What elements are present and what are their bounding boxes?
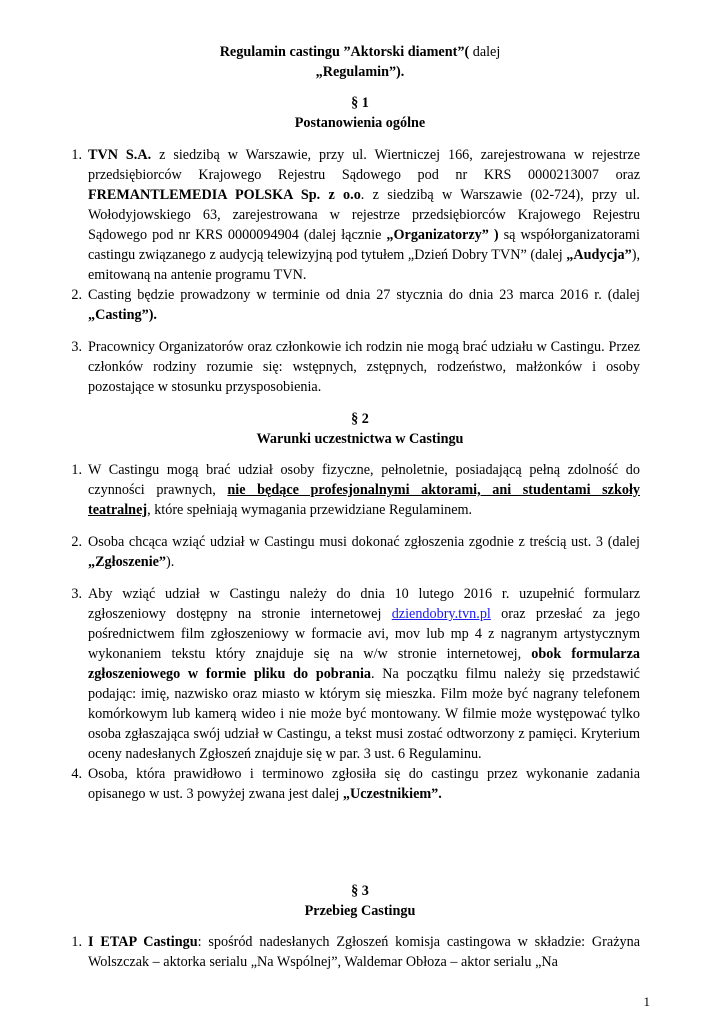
item-text: TVN S.A. z siedzibą w Warszawie, przy ul. Wiertniczej 166, zarejestrowana w rejestrze przedsiębiorców Krajowego Rejestru Sądowego pod nr KRS 0000213007 oraz FREMANTLEMEDIA POLSKA Sp. z o.o. z siedzibą w Warszawie (02-724), przy ul. Wołodyjowskiego 63, zarejestrowana w rejestrze przedsiębiorców Krajowego Rejestru Sądowego pod nr KRS 0000094904 (dalej łącznie „Organizatorzy” ) są współorganizatorami castingu związanego z audycją telewizyjną pod tytułem „Dzień Dobry TVN” (dalej „Audycja”), emitowaną na antenie programu TVN.	[88, 147, 641, 283]
list-item	[66, 285, 640, 325]
item-text: Casting będzie prowadzony w terminie od dnia 27 stycznia do dnia 23 marca 2016 r. (dalej „Casting”).	[88, 287, 640, 323]
list-item	[66, 337, 640, 397]
section-3-header	[100, 881, 620, 921]
item-text: I ETAP Castingu: spośród nadesłanych Zgłoszeń komisja castingowa w składzie: Grażyna Wolszczak – aktorka serialu „Na Wspólnej”, Waldemar Obłoza – aktor serialu „Na	[88, 934, 640, 970]
title-bold: Regulamin castingu ”Aktorski diament”(	[219, 44, 470, 60]
website-link[interactable]: dziendobry.tvn.pl	[391, 606, 491, 622]
section-heading: Warunki uczestnictwa w Castingu	[256, 431, 464, 447]
section-sign: § 3	[351, 883, 369, 899]
item-number: 3.	[71, 586, 82, 602]
page-number: 1	[643, 994, 650, 1009]
section-1-header	[100, 93, 620, 133]
item-text: Aby wziąć udział w Castingu należy do dnia 10 lutego 2016 r. uzupełnić formularz zgłoszeniowy dostępny na stronie internetowej dziendobry.tvn.pl oraz przesłać za jego pośrednictwem film zgłoszeniowy w formacie avi, mov lub mp 4 z nagranym artystycznym wykonaniem tekstu który znajduje się na w/w stronie internetowej, obok formularza zgłoszeniowego w formie pliku do pobrania. Na początku filmu należy się przedstawić podając: imię, nazwisko oraz miasto w którym się mieszka. Film może być nagrany telefonem komórkowym lub kamerą wideo i nie może być montowany. W filmie może występować tylko osoba zgłaszająca swój udział w Castingu, a tekst musi zostać odtworzony z pamięci. Kryterium oceny nadesłanych Zgłoszeń znajduje się w par. 3 ust. 6 Regulaminu.	[88, 586, 641, 762]
section-2-header	[100, 409, 620, 449]
item-text: Osoba chcąca wziąć udział w Castingu musi dokonać zgłoszenia zgodnie z treścią ust. 3 (dalej „Zgłoszenie”).	[88, 534, 640, 570]
item-number: 3.	[71, 339, 82, 355]
list-item	[66, 584, 640, 764]
section-sign: § 1	[351, 95, 369, 111]
item-number: 2.	[71, 534, 82, 550]
list-item	[66, 145, 640, 285]
list-item	[66, 532, 640, 572]
section-heading: Przebieg Castingu	[304, 903, 416, 919]
item-number: 2.	[71, 287, 82, 303]
item-number: 4.	[71, 766, 82, 782]
section-heading: Postanowienia ogólne	[294, 115, 426, 131]
title-normal: dalej	[469, 44, 501, 60]
list-item	[66, 460, 640, 520]
item-number: 1.	[71, 147, 82, 163]
item-number: 1.	[71, 462, 82, 478]
list-item	[66, 764, 640, 804]
item-text: Pracownicy Organizatorów oraz członkowie ich rodzin nie mogą brać udziału w Castingu. Przez członków rodziny rozumie się: wstępnych, zstępnych, rodzeństwo, małżonków i osoby pozostające w stosunku przysposobienia.	[88, 339, 640, 395]
title-line2: „Regulamin”).	[315, 64, 405, 80]
document-title	[100, 42, 620, 82]
item-text: Osoba, która prawidłowo i terminowo zgłosiła się do castingu przez wykonanie zadania opisanego w ust. 3 powyżej zwana jest dalej „Uczestnikiem”.	[88, 766, 640, 802]
item-number: 1.	[71, 934, 82, 950]
list-item	[66, 932, 640, 972]
item-text: W Castingu mogą brać udział osoby fizyczne, pełnoletnie, posiadającą pełną zdolność do czynności prawnych, nie będące profesjonalnymi aktorami, ani studentami szkoły teatralnej, które spełniają wymagania przewidziane Regulaminem.	[88, 462, 641, 518]
section-sign: § 2	[351, 411, 369, 427]
